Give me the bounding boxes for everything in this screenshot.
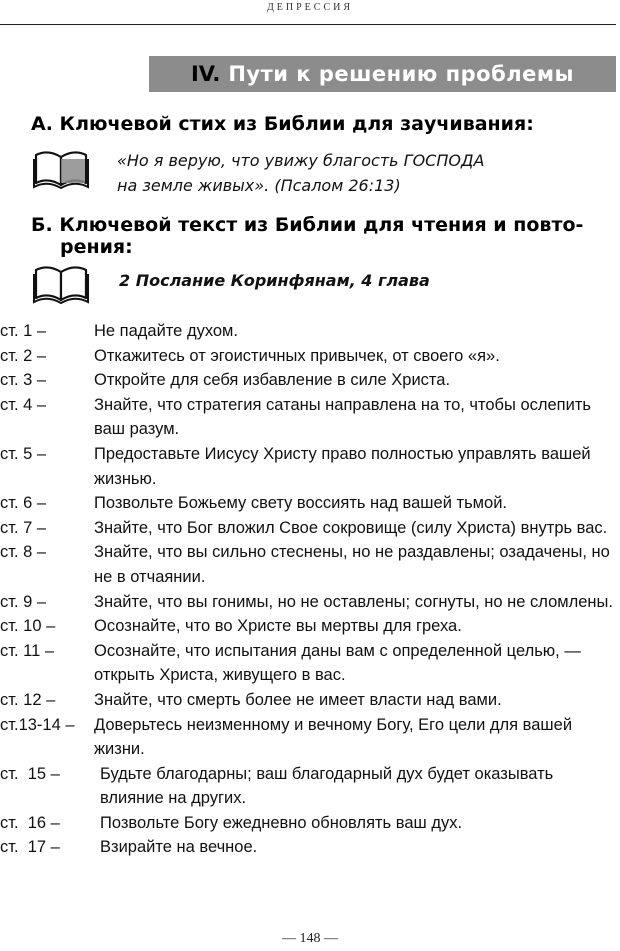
- verse-row: [0, 344, 620, 369]
- verse-text: Знайте, что Бог вложил Свое сокровище (силу Христа) внутрь вас.: [94, 518, 608, 537]
- verse-ref: ст. 3 –: [0, 371, 47, 390]
- verse-row: [0, 811, 620, 836]
- page-number: — 148 —: [282, 931, 338, 946]
- verse-row: [0, 835, 620, 860]
- verse-text: Откройте для себя избавление в силе Христа.: [94, 371, 451, 390]
- memory-verse-line-1: «Но я верую, что увижу благость ГОСПОДА: [117, 151, 485, 170]
- verse-row: [0, 639, 620, 688]
- verse-ref: ст. 16 –: [0, 813, 60, 832]
- verse-text: Осознайте, что во Христе вы мертвы для греха.: [94, 617, 462, 636]
- verse-ref: ст. 2 –: [0, 346, 47, 365]
- verse-ref: ст. 8 –: [0, 543, 47, 562]
- verse-ref: ст. 6 –: [0, 494, 47, 513]
- verse-text: Знайте, что вы сильно стеснены, но не раздавлены; озадачены, но не в отчаянии.: [94, 543, 610, 586]
- verse-ref: ст. 4 –: [0, 395, 47, 414]
- verse-row: [0, 713, 620, 762]
- verse-text: Будьте благодарны; ваш благодарный дух будет оказывать влияние на других.: [100, 764, 554, 808]
- verse-row: [0, 393, 620, 442]
- memory-verse-line-2: на земле живых». (Псалом 26:13): [117, 176, 401, 195]
- verse-text: Взирайте на вечное.: [100, 838, 258, 857]
- verse-ref: ст. 10 –: [0, 617, 56, 636]
- verse-text: Знайте, что стратегия сатаны направлена на то, чтобы ослепить ваш разум.: [94, 395, 591, 439]
- section-number: IV.: [190, 62, 221, 86]
- verse-ref: ст. 1 –: [0, 322, 47, 340]
- section-banner: [149, 56, 616, 92]
- verse-text: Предоставьте Иисусу Христу право полностью управлять вашей жизнью.: [94, 444, 591, 488]
- verse-row: [0, 516, 620, 541]
- verse-row: [0, 442, 620, 491]
- reading-heading-line-1: Б. Ключевой текст из Библии для чтения и повто-: [31, 214, 584, 236]
- verse-row: [0, 688, 620, 713]
- verse-text: Доверьтесь неизменному и вечному Богу, Его цели для вашей жизни.: [94, 715, 573, 759]
- verse-row: [0, 614, 620, 639]
- running-head: ДЕПРЕССИЯ: [266, 2, 354, 13]
- verse-text: Знайте, что смерть более не имеет власти над вами.: [94, 690, 502, 709]
- verse-text: Осознайте, что испытания даны вам с определенной целью, — открыть Христа, живущего в вас.: [94, 641, 581, 685]
- verse-ref: ст.13-14 –: [0, 715, 75, 734]
- verse-ref: ст. 5 –: [0, 444, 47, 463]
- header-rule: [0, 24, 616, 25]
- verse-row: [0, 590, 620, 615]
- reading-heading: [31, 214, 620, 258]
- verse-text: Позвольте Божьему свету воссиять над вашей тьмой.: [94, 494, 507, 513]
- verse-row: [0, 319, 620, 344]
- verse-row: [0, 762, 620, 811]
- memory-verse-text: [117, 148, 484, 198]
- verse-ref: ст. 17 –: [0, 838, 60, 857]
- section-title: Пути к решению проблемы: [228, 62, 575, 86]
- verse-ref: ст. 12 –: [0, 690, 56, 709]
- open-book-icon: [32, 147, 90, 189]
- verse-row: [0, 540, 620, 589]
- verse-text: Откажитесь от эгоистичных привычек, от своего «я».: [94, 346, 500, 365]
- reading-heading-line-2: рения:: [60, 236, 133, 258]
- verse-ref: ст. 7 –: [0, 518, 47, 537]
- verse-row: [0, 491, 620, 516]
- verse-row: [0, 368, 620, 393]
- verse-text: Не падайте духом.: [94, 322, 238, 340]
- verse-ref: ст. 11 –: [0, 641, 55, 660]
- verse-ref: ст. 15 –: [0, 764, 60, 783]
- reading-reference: 2 Послание Коринфянам, 4 глава: [119, 271, 430, 290]
- verse-list: [0, 319, 620, 860]
- memory-verse-heading: А. Ключевой стих из Библии для заучивания:: [31, 113, 534, 135]
- verse-text: Позвольте Богу ежедневно обновлять ваш дух.: [100, 813, 463, 832]
- verse-ref: ст. 9 –: [0, 592, 47, 611]
- verse-text: Знайте, что вы гонимы, но не оставлены; согнуты, но не сломлены.: [94, 592, 613, 611]
- open-book-icon: [32, 262, 90, 304]
